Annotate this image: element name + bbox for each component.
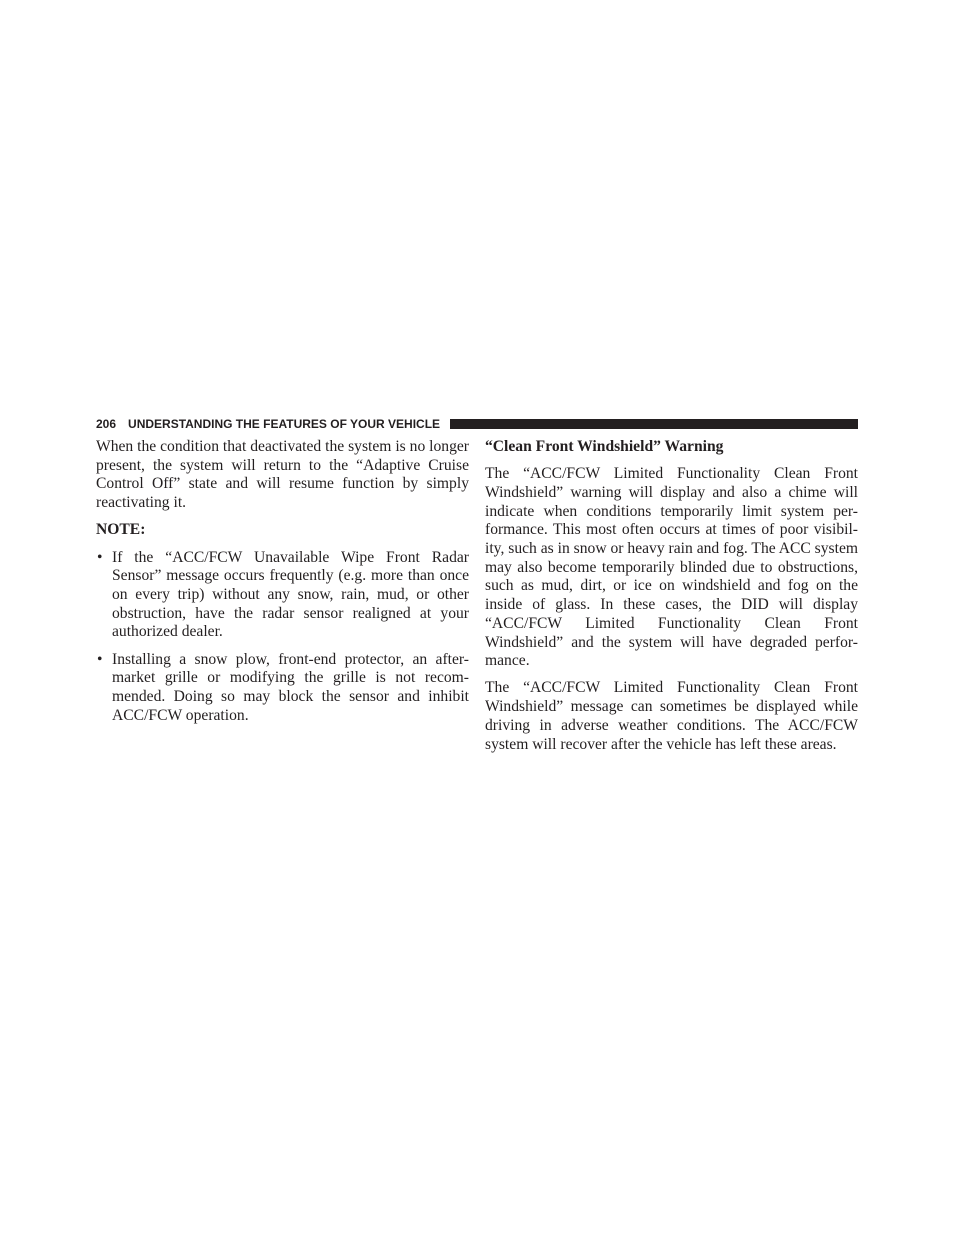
page-number: 206 [96, 417, 117, 431]
warning-heading: “Clean Front Windshield” Warning [485, 438, 724, 455]
bullet-text: If the “ACC/FCW Unavailable Wipe Front Radar Sensor” message occurs frequently (e.g. more than once on every trip) without any snow, rain, mud, or other obstruction, have the radar sensor realigned at your authorized dealer. [112, 548, 469, 641]
note-label: NOTE: [96, 521, 146, 539]
note-bullet-item [96, 549, 469, 643]
left-column [96, 438, 469, 734]
intro-paragraph: When the condition that deactivated the system is no longer present, the system will return to the “Adaptive Cruise Control Off” state and will resume function by simply reactivating it. [96, 438, 469, 512]
warning-paragraph-1: The “ACC/FCW Limited Functionality Clean Front Windshield” warning will display and also a chime will indicate when conditions temporarily limit system per-formance. This most often occurs at times of poor visibil-ity, such as in snow or heavy rain and fog. The ACC system may also become temporarily blinded due to obstructions, such as mud, dirt, or ice on windshield and fog on the inside of glass. In these cases, the DID will display “ACC/FCW Limited Functionality Clean Front Windshield” and the system will have degraded perfor-mance. [485, 465, 858, 670]
page-header [96, 417, 858, 431]
bullet-icon: • [97, 548, 103, 566]
note-bullet-list [96, 549, 469, 726]
section-title: UNDERSTANDING THE FEATURES OF YOUR VEHICLE [128, 417, 441, 431]
bullet-icon: • [97, 650, 103, 668]
bullet-text: Installing a snow plow, front-end protector, an after-market grille or modifying the grille is not recom-mended. Doing so may block the sensor and inhibit ACC/FCW operation. [112, 650, 469, 724]
right-column [485, 438, 858, 763]
note-bullet-item [96, 651, 469, 726]
header-rule [450, 419, 858, 429]
warning-paragraph-2: The “ACC/FCW Limited Functionality Clean Front Windshield” message can sometimes be displayed while driving in adverse weather conditions. The ACC/FCW system will recover after the vehicle has left these areas. [485, 679, 858, 753]
